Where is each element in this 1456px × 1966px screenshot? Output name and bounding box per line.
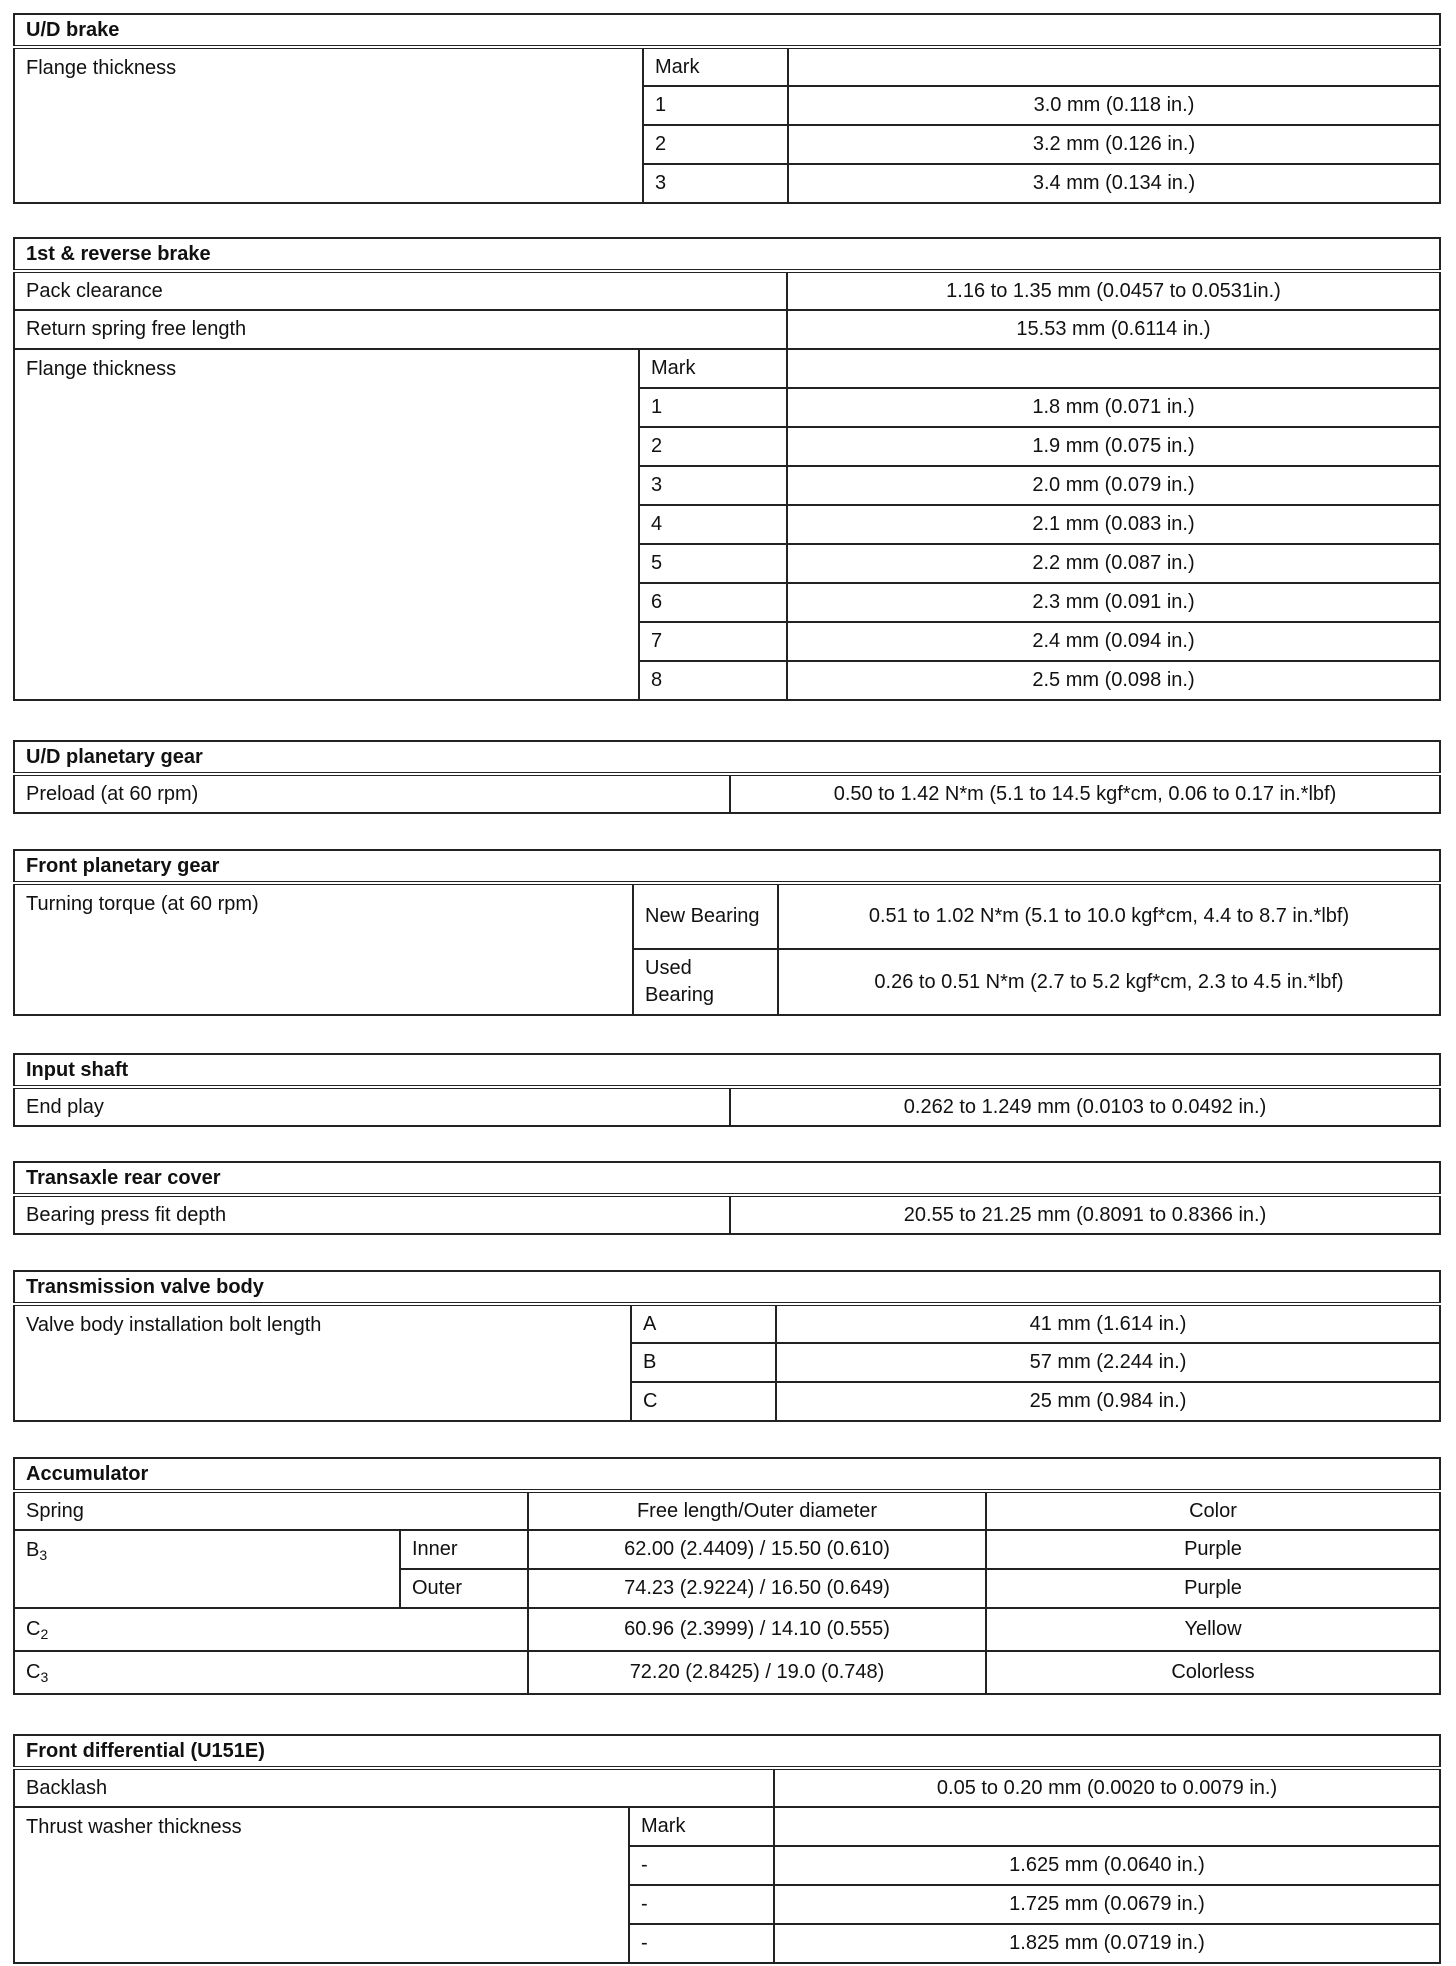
- section-title: Accumulator: [14, 1458, 1440, 1491]
- spring-position: Outer: [400, 1569, 528, 1608]
- rear-cover-table: [13, 1161, 1441, 1235]
- value-cell: 3.0 mm (0.118 in.): [788, 86, 1440, 125]
- section-title: U/D planetary gear: [14, 741, 1440, 774]
- section-title: Front differential (U151E): [14, 1735, 1440, 1768]
- front-planetary-table: [13, 849, 1441, 1016]
- mark-cell: 1: [643, 86, 788, 125]
- row-label: Thrust washer thickness: [14, 1807, 629, 1963]
- mark-header: Mark: [643, 47, 788, 86]
- value-cell: 1.725 mm (0.0679 in.): [774, 1885, 1440, 1924]
- value-cell: 15.53 mm (0.6114 in.): [787, 310, 1440, 349]
- input-shaft-table: [13, 1053, 1441, 1127]
- mark-cell: B: [631, 1343, 776, 1382]
- accumulator-table: [13, 1457, 1441, 1695]
- value-cell: 2.2 mm (0.087 in.): [787, 544, 1440, 583]
- mark-cell: -: [629, 1885, 774, 1924]
- mark-cell: 8: [639, 661, 787, 700]
- row-label: Valve body installation bolt length: [14, 1304, 631, 1421]
- value-cell: 1.625 mm (0.0640 in.): [774, 1846, 1440, 1885]
- row-label: Flange thickness: [14, 47, 643, 203]
- row-label: Return spring free length: [14, 310, 787, 349]
- value-cell: 62.00 (2.4409) / 15.50 (0.610): [528, 1530, 986, 1569]
- ud-planetary-table: [13, 740, 1441, 814]
- spring-c2: $C_2$: [14, 1608, 528, 1651]
- color-cell: Purple: [986, 1530, 1440, 1569]
- value-cell: 0.51 to 1.02 N*m (5.1 to 10.0 kgf*cm, 4.4 to 8.7 in.*lbf): [778, 883, 1440, 949]
- mark-cell: 5: [639, 544, 787, 583]
- mark-cell: A: [631, 1304, 776, 1343]
- mark-header: Mark: [639, 349, 787, 388]
- value-cell: 60.96 (2.3999) / 14.10 (0.555): [528, 1608, 986, 1651]
- section-title: Transaxle rear cover: [14, 1162, 1440, 1195]
- mark-cell: 1: [639, 388, 787, 427]
- mark-cell: 7: [639, 622, 787, 661]
- spring-position: Inner: [400, 1530, 528, 1569]
- value-cell: 1.9 mm (0.075 in.): [787, 427, 1440, 466]
- value-cell: 2.5 mm (0.098 in.): [787, 661, 1440, 700]
- value-cell: 41 mm (1.614 in.): [776, 1304, 1440, 1343]
- value-cell: 20.55 to 21.25 mm (0.8091 to 0.8366 in.): [730, 1195, 1440, 1234]
- first-reverse-brake-table: [13, 237, 1441, 701]
- mark-cell: -: [629, 1924, 774, 1963]
- mark-cell: -: [629, 1846, 774, 1885]
- front-differential-table: [13, 1734, 1441, 1964]
- mark-cell: 2: [639, 427, 787, 466]
- value-cell: 74.23 (2.9224) / 16.50 (0.649): [528, 1569, 986, 1608]
- row-label: Turning torque (at 60 rpm): [14, 883, 633, 1015]
- value-cell: 57 mm (2.244 in.): [776, 1343, 1440, 1382]
- value-cell: 1.8 mm (0.071 in.): [787, 388, 1440, 427]
- value-cell: 2.0 mm (0.079 in.): [787, 466, 1440, 505]
- col-header-color: Color: [986, 1491, 1440, 1530]
- section-title: Transmission valve body: [14, 1271, 1440, 1304]
- col-header-spring: Spring: [14, 1491, 528, 1530]
- value-cell: 0.05 to 0.20 mm (0.0020 to 0.0079 in.): [774, 1768, 1440, 1807]
- value-cell: 0.50 to 1.42 N*m (5.1 to 14.5 kgf*cm, 0.06 to 0.17 in.*lbf): [730, 774, 1440, 813]
- mark-cell: 3: [639, 466, 787, 505]
- spring-c3: $C_3$: [14, 1651, 528, 1694]
- value-cell: 1.16 to 1.35 mm (0.0457 to 0.0531in.): [787, 271, 1440, 310]
- section-title: Front planetary gear: [14, 850, 1440, 883]
- mark-cell: C: [631, 1382, 776, 1421]
- row-label: Pack clearance: [14, 271, 787, 310]
- mark-cell: 2: [643, 125, 788, 164]
- color-cell: Colorless: [986, 1651, 1440, 1694]
- mark-header: Mark: [629, 1807, 774, 1846]
- value-cell: 0.26 to 0.51 N*m (2.7 to 5.2 kgf*cm, 2.3 to 4.5 in.*lbf): [778, 949, 1440, 1015]
- value-cell: 2.1 mm (0.083 in.): [787, 505, 1440, 544]
- mark-cell: 6: [639, 583, 787, 622]
- row-label: Flange thickness: [14, 349, 639, 700]
- valve-body-table: [13, 1270, 1441, 1422]
- color-cell: Purple: [986, 1569, 1440, 1608]
- value-cell: 1.825 mm (0.0719 in.): [774, 1924, 1440, 1963]
- bearing-cell: Used Bearing: [633, 949, 778, 1015]
- section-title: Input shaft: [14, 1054, 1440, 1087]
- spring-b3: $B_3$: [14, 1530, 400, 1608]
- value-cell: 25 mm (0.984 in.): [776, 1382, 1440, 1421]
- value-cell: 3.4 mm (0.134 in.): [788, 164, 1440, 203]
- value-cell: 2.4 mm (0.094 in.): [787, 622, 1440, 661]
- mark-cell: 3: [643, 164, 788, 203]
- ud-brake-table: [13, 13, 1441, 204]
- mark-cell: 4: [639, 505, 787, 544]
- bearing-cell: New Bearing: [633, 883, 778, 949]
- row-label: End play: [14, 1087, 730, 1126]
- value-cell: 72.20 (2.8425) / 19.0 (0.748): [528, 1651, 986, 1694]
- row-label: Bearing press fit depth: [14, 1195, 730, 1234]
- value-cell: 2.3 mm (0.091 in.): [787, 583, 1440, 622]
- color-cell: Yellow: [986, 1608, 1440, 1651]
- section-title: U/D brake: [14, 14, 1440, 47]
- section-title: 1st & reverse brake: [14, 238, 1440, 271]
- value-cell: 3.2 mm (0.126 in.): [788, 125, 1440, 164]
- value-cell: 0.262 to 1.249 mm (0.0103 to 0.0492 in.): [730, 1087, 1440, 1126]
- row-label: Preload (at 60 rpm): [14, 774, 730, 813]
- row-label: Backlash: [14, 1768, 774, 1807]
- col-header-free-length: Free length/Outer diameter: [528, 1491, 986, 1530]
